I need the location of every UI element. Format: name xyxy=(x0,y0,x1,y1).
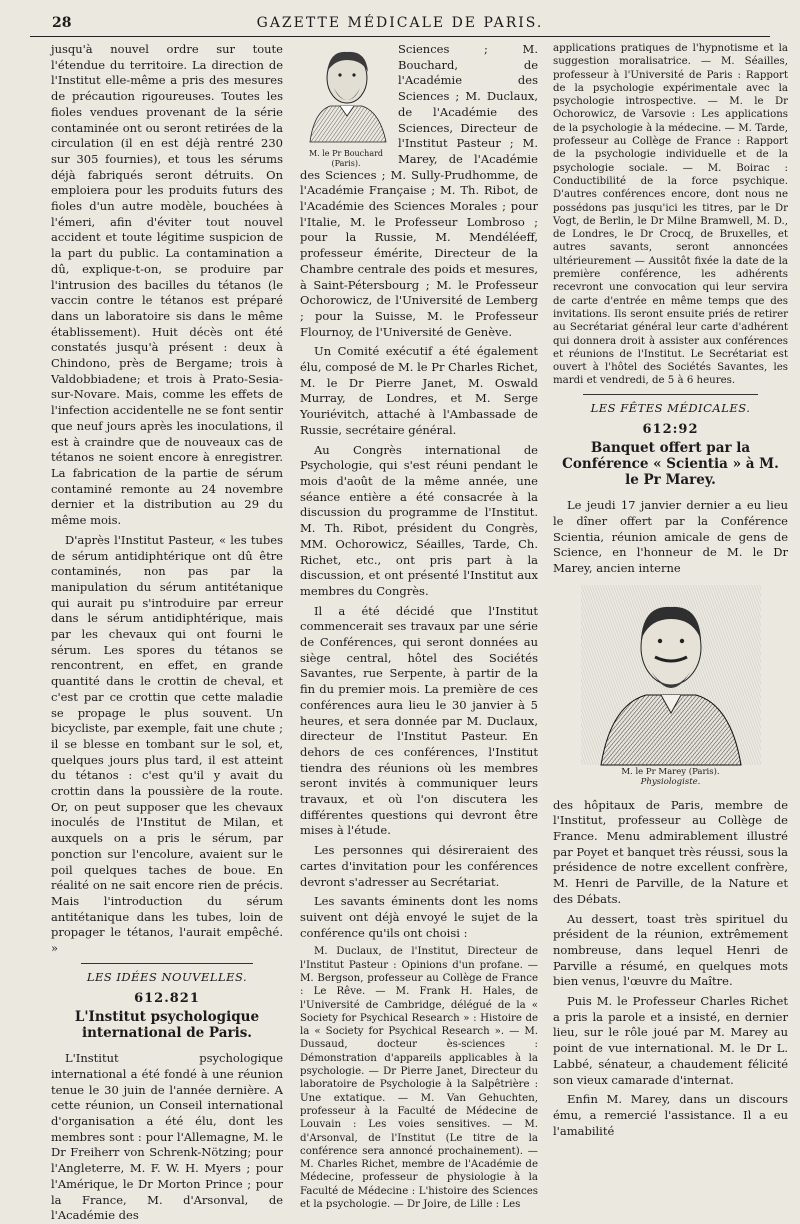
journal-title: GAZETTE MÉDICALE DE PARIS. xyxy=(256,15,544,31)
article-headline-institut: L'Institut psychologique international de Paris. xyxy=(74,1009,260,1042)
lecture-list: M. Duclaux, de l'Institut, Directeur de l'Institut Pasteur : Opinions d'un profane. — M. Bergson, professeur au Collège de France : Le Rêve. — M. Frank H. Hales, de l'Université de Cambridge, délégué de la « Society for Psychical Research » : Histoire de la « Society for Psychical Research ». — M. Dussaud, docteur ès-sciences : Démonstration d'appareils applicables à la psychologie. — Dr Pierre Janet, Directeur du laboratoire de Psychologie à la Salpêtrière : Une extatique. — M. Van Gehuchten, professeur à la Faculté de Médecine de Louvain : Les voies sensitives. — M. d'Arsonval, de l'Institut (Le titre de la conférence sera annoncé prochainement). — M. Charles Richet, membre de l'Académie de Médecine, professeur de physiologie à la Faculté de Médecine : L'histoire des Sciences et la psychologie. — Dr Joire, de Lille : Les xyxy=(300,946,538,1211)
lecture-list-continued: applications pratiques de l'hypnotisme et la suggestion moralisatrice. — M. Séailles, professeur à l'Université de Paris : Rapport de la psychologie expérimentale avec la psychologie introspective. — M. le Dr Ochorowicz, de Varsovie : Les applications de la psychologie à la médecine. — M. Tarde, professeur au Collège de France : Rapport de la psychologie individuelle et de la psychologie sociale. — M. Boirac : Conductibilité de la force psychique. D'autres conférences encore, dont nous ne possédons pas jusqu'ici les titres, par le Dr Vogt, de Berlin, le Dr Milne Bramwell, M. D., de Londres, le Dr Crocq, de Bruxelles, et autres savants, seront annoncées ultérieurement — Aussitôt fixée la date de la première conférence, les adhérents recevront une convocation qui leur servira de carte d'entrée en même temps que des invitations. Ils seront ensuite priés de retirer au Secrétariat général leur carte d'adhérent qui donnera droit à assister aux conférences et réunions de l'Institut. Le Secrétariat est ouvert à l'hôtel des Sociétés Savantes, les mardi et vendredi, de 5 à 6 heures. xyxy=(553,43,788,387)
marey-caption xyxy=(553,767,788,788)
marey-engraving-icon xyxy=(581,585,761,765)
divider xyxy=(81,963,253,964)
bouchard-portrait xyxy=(300,42,392,168)
article-code-612-92: 612:92 xyxy=(642,422,699,438)
article-code-612-821: 612.821 xyxy=(134,991,200,1007)
marey-caption-name: M. le Pr Marey (Paris). xyxy=(621,766,720,777)
congress-paragraph: Au Congrès international de Psychologie, qui s'est réuni pendant le mois d'août de la même année, une séance entière a été consacrée à la discussion du programme de l'Institut. M. Th. Ribot, président du Congrès, MM. Ochorowicz, Séailles, Tarde, Ch. Richet, etc., ont pris part à la discussion, et ont présenté l'Institut aux membres du Congrès. xyxy=(300,442,538,598)
conferences-paragraph: Il a été décidé que l'Institut commencerait ses travaux par une série de Conférences, qui seront données au siège central, hôtel des Sociétés Savantes, rue Serpente, à partir de la fin du premier mois. La première de ces conférences aura lieu le 30 janvier à 5 heures, et sera donnée par M. Duclaux, directeur de l'Institut Pasteur. En dehors de ces conférences, l'Institut tiendra des réunions où les membres seront invités à communiquer leurs travaux, et où l'on discutera les différentes questions qui devront être mises à l'étude. xyxy=(300,603,538,838)
column-2 xyxy=(300,42,538,1211)
invitations-paragraph: Les personnes qui désireraient des cartes d'invitation pour les conférences devront s'adresser au Secrétariat. xyxy=(300,843,538,889)
marey-paragraph: des hôpitaux de Paris, membre de l'Institut, professeur au Collège de France. Menu admirablement illustré par Poyet et banquet très réussi, sous la présidence de notre excellent confrère, M. Henri de Parville, de la Nature et des Débats. xyxy=(553,797,789,906)
column-1 xyxy=(51,42,283,1223)
column-3 xyxy=(553,42,789,1138)
bouchard-caption: M. le Pr Bouchard (Paris). xyxy=(308,148,384,168)
section-title-fetes: LES FÊTES MÉDICALES. xyxy=(590,400,751,415)
page-number: 28 xyxy=(52,15,72,31)
dessert-paragraph: Au dessert, toast très spirituel du président de la réunion, extrêmement nombreuse, dans lequel Henri de Parville a résumé, en quelques mots bien venus, l'œuvre du Maître. xyxy=(553,911,788,989)
council-paragraph: Sciences ; M. Bouchard, de l'Académie des Sciences ; M. Duclaux, de l'Académie des Sciences, Directeur de l'Institut Pasteur ; M. Marey, de l'Académie des Sciences ; M. Sully-Prudhomme, de l'Académie Française ; M. Th. Ribot, de l'Académie des Sciences Morales ; pour l'Italie, M. le Professeur Lombroso ; pour la Russie, M. Mendéléeff, professeur émérite, Directeur de la Chambre centrale des poids et mesures, à Saint-Pétersbourg ; M. le Professeur Ochorowicz, de l'Université de Lemberg ; pour la Suisse, M. le Professeur Flournoy, de l'Université de Genève. xyxy=(300,42,538,339)
bouchard-engraving-icon xyxy=(300,42,392,142)
section-title-idees: LES IDÉES NOUVELLES. xyxy=(86,969,248,984)
banquet-paragraph: Le jeudi 17 janvier dernier a eu lieu le dîner offert par la Conférence Scientia, réunion amicale de gens de Science, en l'honneur de M. le Dr Marey, ancien interne xyxy=(553,498,788,575)
institut-paragraph: L'Institut psychologique international a été fondé à une réunion tenue le 30 juin de l'année dernière. A cette réunion, un Conseil international d'organisation a été élu, dont les membres sont : pour l'Allemagne, M. le Dr Freiherr von Schrenk-Nötzing; pour l'Angleterre, M. F. W. H. Myers ; pour l'Amérique, le Dr Morton Prince ; pour la France, M. d'Arsonval, de l'Académie des xyxy=(51,1051,283,1223)
discours-paragraph: Enfin M. Marey, dans un discours ému, a remercié l'assistance. Il a eu l'amabilité xyxy=(553,1092,788,1138)
tetanus-paragraph: jusqu'à nouvel ordre sur toute l'étendue du territoire. La direction de l'Institut elle-même a pris des mesures de précaution rigoureuses. Toutes les fioles vendues provenant de la série contaminée ont ou seront retirées de la circulation (il en est déjà rentré 230 sur 305 fournies), et tous les sérums déjà fabriqués seront détruits. On emploiera pour les produits futurs des fioles d'un autre modèle, bouchées à l'émeri, afin d'éviter tout nouvel accident et toute légitime suspicion de la part du public. La contamination a dû, explique-t-on, se produire par l'intrusion des bacilles du tétanos (le vaccin contre le tétanos est préparé dans un laboratoire sis dans le même établissement). Huit décès ont été constatés jusqu'à présent : deux à Chindono, près de Bergame; trois à Valdobbiadene; et trois à Prato-Sesia-sur-Novare. Mais, comme les effets de l'infection accidentelle ne se font sentir que neuf jours après les inoculations, il est à craindre que de nouveaux cas de tétanos ne soient encore à enregistrer. La fabrication de la partie de sérum contaminé remonte au 24 novembre dernier et la distribution au 29 du même mois. xyxy=(51,42,283,528)
committee-paragraph: Un Comité exécutif a été également élu, composé de M. le Pr Charles Richet, M. le Dr Pierre Janet, M. Oswald Murray, de Londres, et M. Serge Youriévitch, attaché à l'Ambassade de Russie, secrétaire général. xyxy=(300,344,538,437)
savants-paragraph: Les savants éminents dont les noms suivent ont déjà envoyé le sujet de la conférence qu'ils ont choisi : xyxy=(300,894,538,940)
pasteur-paragraph: D'après l'Institut Pasteur, « les tubes de sérum antidiphtérique ont dû être contaminés, non pas par la manipulation du sérum antitétanique qui aurait pu s'introduire par erreur dans le sérum antidiphtérique, mais par les chevaux qui ont fourni le sérum. Les spores du tétanos se rencontrent, en effet, en grande quantité dans le crottin de cheval, et c'est par ce crottin que cette maladie se propage le plus souvent. Un bicycliste, par exemple, fait une chute ; il se blesse en tombant sur le sol, et, quelques jours plus tard, il est atteint du tétanos : c'est qu'il y avait du crottin dans la poussière de la route. Or, on peut supposer que les chevaux inoculés de l'Institut de Milan, et auxquels on a pris le sérum, par ponction sur l'encolure, avaient sur le poil quelques taches de boue. En réalité on ne sait encore rien de précis. Mais l'introduction du sérum antitétanique dans les tubes, loin de propager le tétanos, l'aurait empêché. » xyxy=(51,532,283,956)
article-headline-banquet: Banquet offert par la Conférence « Scientia » à M. le Pr Marey. xyxy=(562,440,779,489)
page-header xyxy=(30,10,770,37)
marey-caption-role: Physiologiste. xyxy=(640,777,701,788)
richet-paragraph: Puis M. le Professeur Charles Richet a pris la parole et a insisté, en dernier lieu, sur le rôle joué par M. Marey au point de vue international. M. le Dr L. Labbé, sénateur, a chaudement félicité son vieux camarade d'internat. xyxy=(553,994,788,1087)
divider xyxy=(583,394,758,395)
